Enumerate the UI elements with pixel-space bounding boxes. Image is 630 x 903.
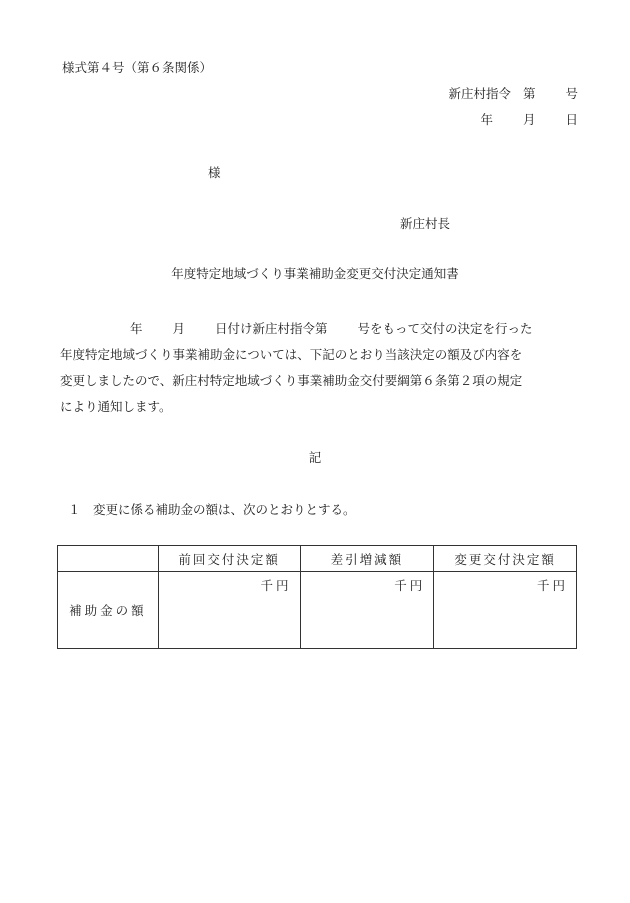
ki-heading: 記 xyxy=(308,450,322,465)
body-line1-rest: 号をもって交付の決定を行った xyxy=(357,321,533,336)
document-title: 年度特定地域づくり事業補助金変更交付決定通知書 xyxy=(171,266,459,281)
sender: 新庄村長 xyxy=(400,216,451,231)
body-year: 年 xyxy=(130,321,143,336)
value-previous-amount: 千円 xyxy=(158,572,300,649)
date-year: 年 xyxy=(480,112,493,127)
value-revised-amount: 千円 xyxy=(434,572,577,649)
header-difference: 差引増減額 xyxy=(300,546,434,572)
date-month: 月 xyxy=(522,112,536,127)
body-line-3: 変更しましたので、新庄村特定地域づくり事業補助金交付要綱第６条第２項の規定 xyxy=(60,373,523,388)
value-difference: 千円 xyxy=(300,572,434,649)
order-go: 号 xyxy=(565,86,578,101)
header-revised-amount: 変更交付決定額 xyxy=(434,546,577,572)
order-prefix: 新庄村指令 xyxy=(448,86,511,101)
header-previous-amount: 前回交付決定額 xyxy=(158,546,300,572)
row-label-subsidy: 補助金の額 xyxy=(58,572,159,649)
issue-date xyxy=(480,110,578,128)
table-header-row xyxy=(58,546,577,572)
header-empty xyxy=(58,546,159,572)
form-id: 様式第４号（第６条関係） xyxy=(62,60,213,75)
amount-table xyxy=(57,545,577,649)
item-1: １ 変更に係る補助金の額は、次のとおりとする。 xyxy=(68,502,356,517)
body-month: 月 xyxy=(172,321,186,336)
order-dai: 第 xyxy=(522,86,536,101)
table-row xyxy=(58,572,577,649)
order-number xyxy=(448,84,578,102)
body-day-ref: 日付け新庄村指令第 xyxy=(215,321,328,336)
addressee: 様 xyxy=(208,165,221,180)
notice-body xyxy=(60,316,590,420)
body-line-2: 年度特定地域づくり事業補助金については、下記のとおり当該決定の額及び内容を xyxy=(60,347,523,362)
date-day: 日 xyxy=(565,112,578,127)
body-line-4: により通知します。 xyxy=(60,399,172,414)
body-line-1 xyxy=(60,316,590,342)
